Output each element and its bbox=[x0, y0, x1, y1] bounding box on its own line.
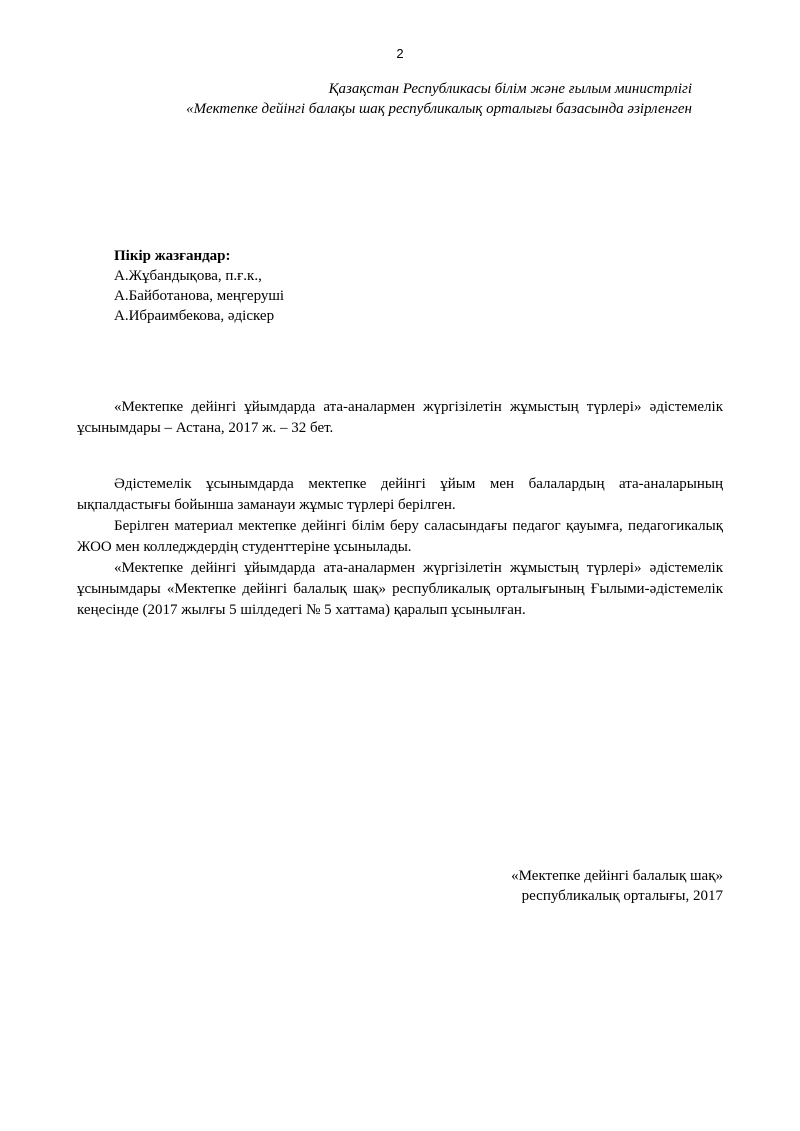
publisher-name: «Мектепке дейінгі балалық шақ» bbox=[511, 868, 723, 884]
annotation-paragraph: Әдістемелік ұсынымдарда мектепке дейінгі ұйым мен балалардың ата-аналарының ықпалдастығы бойынша заманауи жұмыс түрлері берілген. bbox=[77, 476, 723, 513]
annotation-paragraph: Берілген материал мектепке дейінгі білім беру саласындағы педагог қауымға, педагогикалық ЖОО мен колледждердің студенттеріне ұсынылады. bbox=[77, 518, 723, 555]
reviewer-item: А.Жұбандықова, п.ғ.к., bbox=[114, 268, 262, 284]
bibliographic-citation-block bbox=[77, 397, 723, 439]
header-ministry-line: Қазақстан Республикасы білім және ғылым министрлігі bbox=[328, 81, 692, 97]
bibliographic-citation: «Мектепке дейінгі ұйымдарда ата-аналармен жүргізілетін жұмыстың түрлері» әдістемелік ұсынымдары – Астана, 2017 ж. – 32 бет. bbox=[77, 399, 723, 436]
reviewer-item: А.Ибраимбекова, әдіскер bbox=[114, 308, 275, 324]
annotation-paragraph: «Мектепке дейінгі ұйымдарда ата-аналармен жүргізілетін жұмыстың түрлері» әдістемелік ұсынымдары «Мектепке дейінгі балалық шақ» республикалық орталығының Ғылыми-әдістемелік кеңесінде (2017 жылғы 5 шілдедегі № 5 хаттама) қаралып ұсынылған. bbox=[77, 560, 723, 618]
reviewers-block bbox=[114, 246, 514, 326]
reviewer-item: А.Байботанова, меңгеруші bbox=[114, 288, 285, 304]
publisher-footer bbox=[323, 866, 723, 906]
reviewers-title: Пікір жазғандар: bbox=[114, 248, 231, 264]
publisher-year: республикалық орталығы, 2017 bbox=[521, 888, 723, 904]
page-header bbox=[92, 79, 692, 119]
annotation-block bbox=[77, 474, 723, 621]
header-center-line: «Мектепке дейінгі балақы шақ республикалық орталығы базасында әзірленген bbox=[186, 101, 692, 117]
page-number: 2 bbox=[396, 46, 404, 61]
